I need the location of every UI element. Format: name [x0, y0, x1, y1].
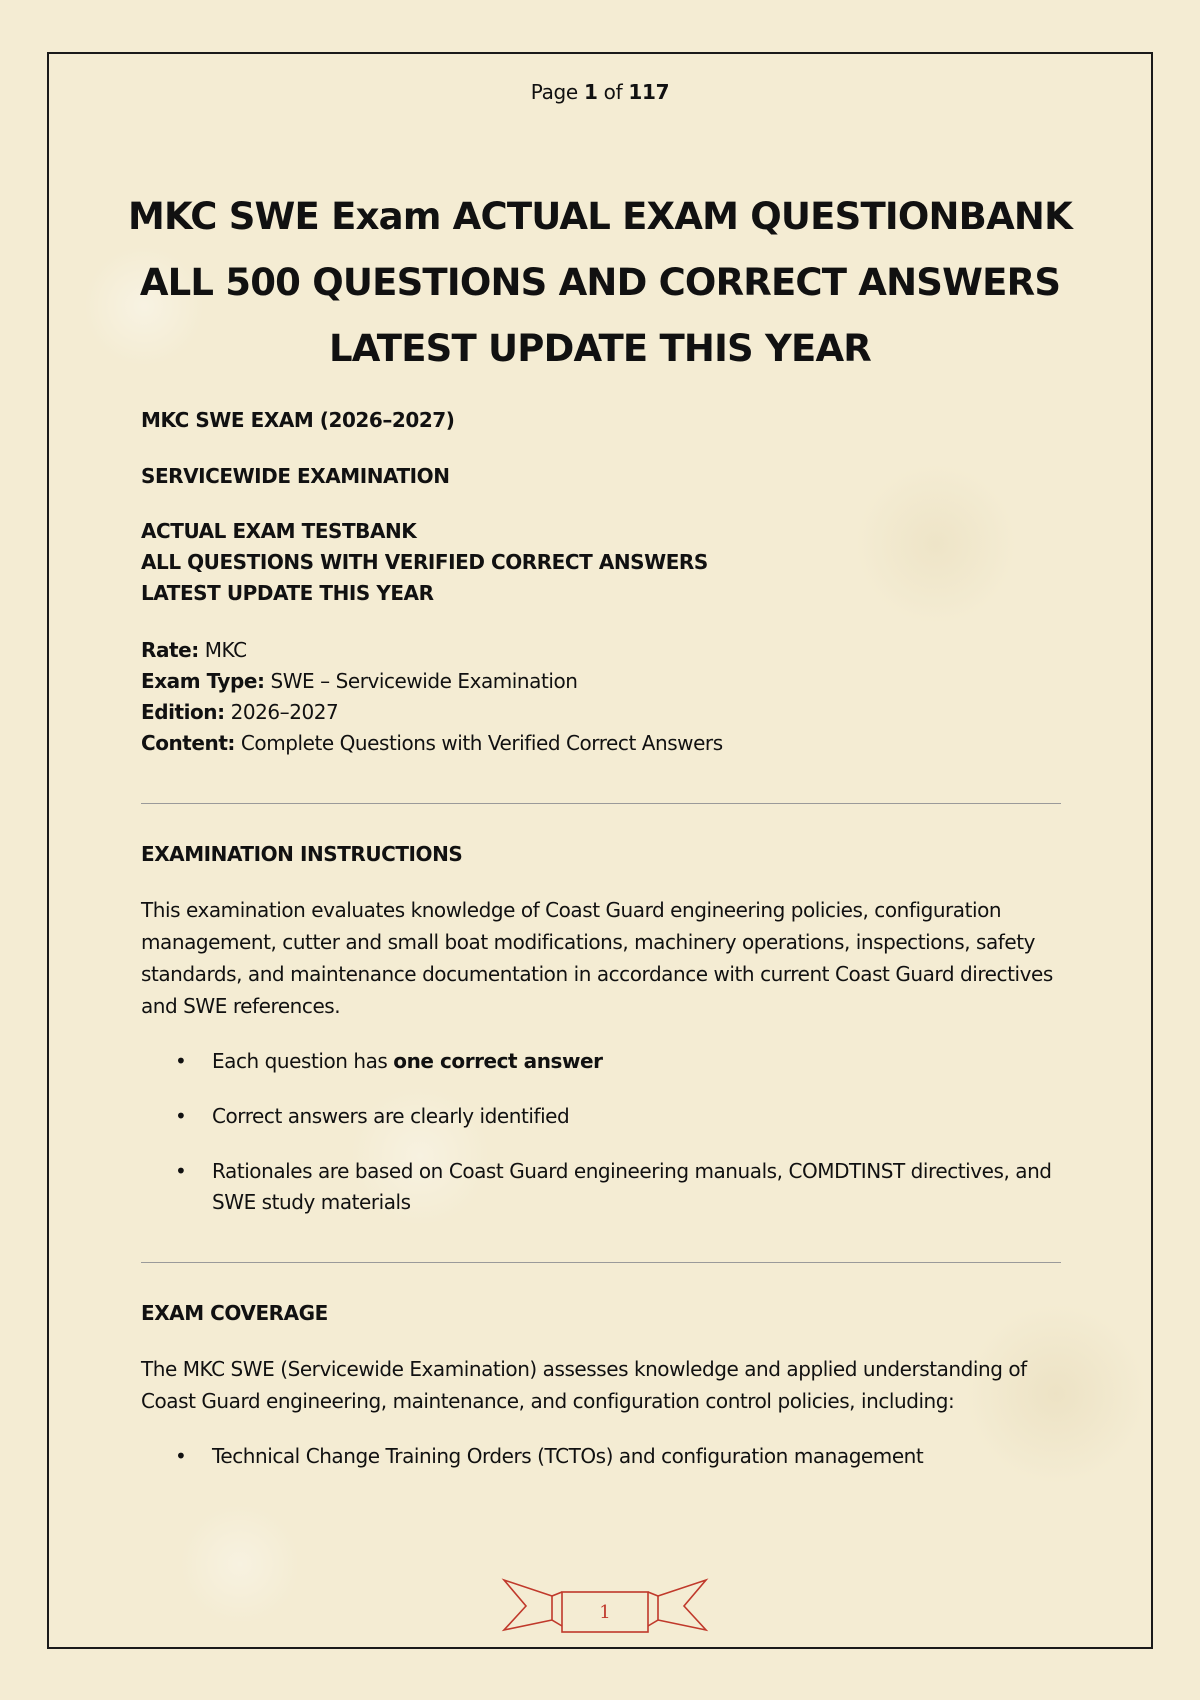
page-total: 117 — [628, 80, 670, 104]
meta-label: Content: — [141, 731, 235, 755]
bullet-emphasis: one correct answer — [393, 1049, 603, 1073]
section-divider — [141, 803, 1061, 804]
servicewide-heading: SERVICEWIDE EXAMINATION — [141, 464, 450, 488]
document-title — [0, 184, 1200, 382]
testbank-block — [141, 516, 1061, 609]
testbank-line: ACTUAL EXAM TESTBANK — [141, 519, 417, 543]
page-header — [0, 80, 1200, 104]
page-current: 1 — [583, 80, 598, 104]
instructions-heading: EXAMINATION INSTRUCTIONS — [141, 842, 463, 866]
instructions-list — [141, 1046, 1061, 1218]
testbank-line: LATEST UPDATE THIS YEAR — [141, 581, 434, 605]
bullet-text: Each question has — [212, 1049, 394, 1073]
meta-value: 2026–2027 — [230, 700, 339, 724]
list-item — [141, 1046, 1061, 1077]
instructions-paragraph: This examination evaluates knowledge of Coast Guard engineering policies, configuration management, cutter and small boat modifications, machinery operations, inspections, safety standards, and maintenance documentation in accordance with current Coast Guard directives and SWE references. — [141, 898, 1053, 1018]
coverage-list — [141, 1441, 1061, 1472]
meta-value: SWE – Servicewide Examination — [270, 669, 578, 693]
meta-row-rate — [141, 635, 1061, 666]
coverage-heading: EXAM COVERAGE — [141, 1301, 328, 1325]
title-line-3: LATEST UPDATE THIS YEAR — [329, 327, 871, 370]
meta-value: Complete Questions with Verified Correct Answers — [240, 731, 723, 755]
exam-year-heading: MKC SWE EXAM (2026–2027) — [141, 408, 455, 432]
meta-row-content — [141, 728, 1061, 759]
meta-row-edition — [141, 697, 1061, 728]
page-label: Page — [530, 80, 578, 104]
meta-value: MKC — [204, 638, 247, 662]
list-item: • Correct answers are clearly identified — [141, 1101, 1061, 1132]
meta-label: Exam Type: — [141, 669, 265, 693]
testbank-line: ALL QUESTIONS WITH VERIFIED CORRECT ANSWERS — [141, 550, 708, 574]
document-body — [141, 404, 1061, 1472]
section-divider — [141, 1262, 1061, 1263]
exam-meta — [141, 635, 1061, 759]
title-line-1: MKC SWE Exam ACTUAL EXAM QUESTIONBANK — [128, 195, 1072, 238]
page-number: 1 — [599, 1602, 611, 1623]
meta-row-exam-type — [141, 666, 1061, 697]
list-item: • Rationales are based on Coast Guard engineering manuals, COMDTINST directives, and SWE study materials — [141, 1156, 1061, 1218]
page-number-ribbon — [500, 1574, 710, 1640]
title-line-2: ALL 500 QUESTIONS AND CORRECT ANSWERS — [139, 261, 1061, 304]
meta-label: Edition: — [141, 700, 225, 724]
meta-label: Rate: — [141, 638, 199, 662]
page-of: of — [603, 80, 623, 104]
coverage-paragraph: The MKC SWE (Servicewide Examination) assesses knowledge and applied understanding of Coast Guard engineering, maintenance, and configuration control policies, including: — [141, 1357, 1027, 1413]
list-item: • Technical Change Training Orders (TCTOs) and configuration management — [141, 1441, 1061, 1472]
